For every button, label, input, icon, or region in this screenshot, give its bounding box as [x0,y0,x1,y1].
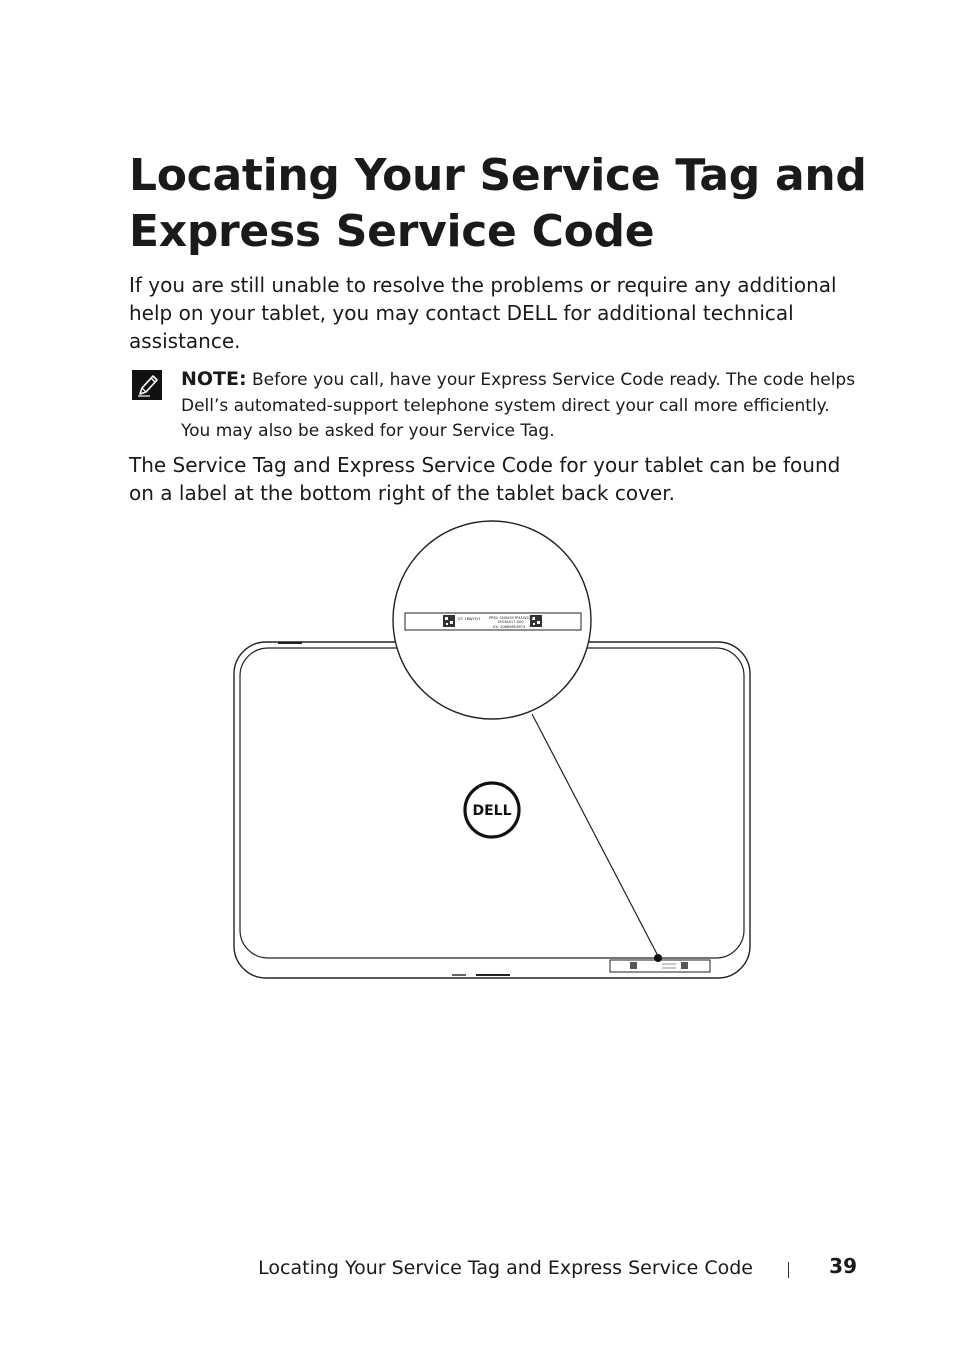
footer-title: Locating Your Service Tag and Express Service Code [258,1257,753,1279]
tablet-back-cover-illustration [230,518,760,988]
label-service-tag: ST: 1BWYLY1 [458,617,481,621]
label-ppid: PPID: CN0X5Y7P41W211 [489,616,534,620]
footer-divider [788,1262,789,1278]
note-block [181,367,861,445]
service-tag-label-small [610,960,710,972]
dell-logo [465,783,519,837]
page-footer [0,1254,857,1284]
intro-paragraph: If you are still unable to resolve the problems or require any additional help on your tablet, you may contact DELL for additional technical assistance. [129,273,837,353]
note-label: NOTE: [181,368,247,390]
location-paragraph: The Service Tag and Express Service Code for your tablet can be found on a label at the bottom right of the tablet back cover. [129,453,841,505]
label-express-code: EX: 10669852673 [493,625,526,629]
page-number: 39 [829,1254,857,1278]
label-code: 1903A017 A00 [497,620,524,624]
page-title: Locating Your Service Tag and Express Service Code [129,150,867,257]
qr-code-left [443,615,455,627]
pencil-note-icon [130,368,164,402]
dell-logo-text: DELL [472,803,512,819]
note-text: Before you call, have your Express Service Code ready. The code helps Dell’s automated-support telephone system direct your call more efficiently. You may also be asked for your Service Tag. [181,370,856,441]
magnified-label-callout [393,521,591,719]
